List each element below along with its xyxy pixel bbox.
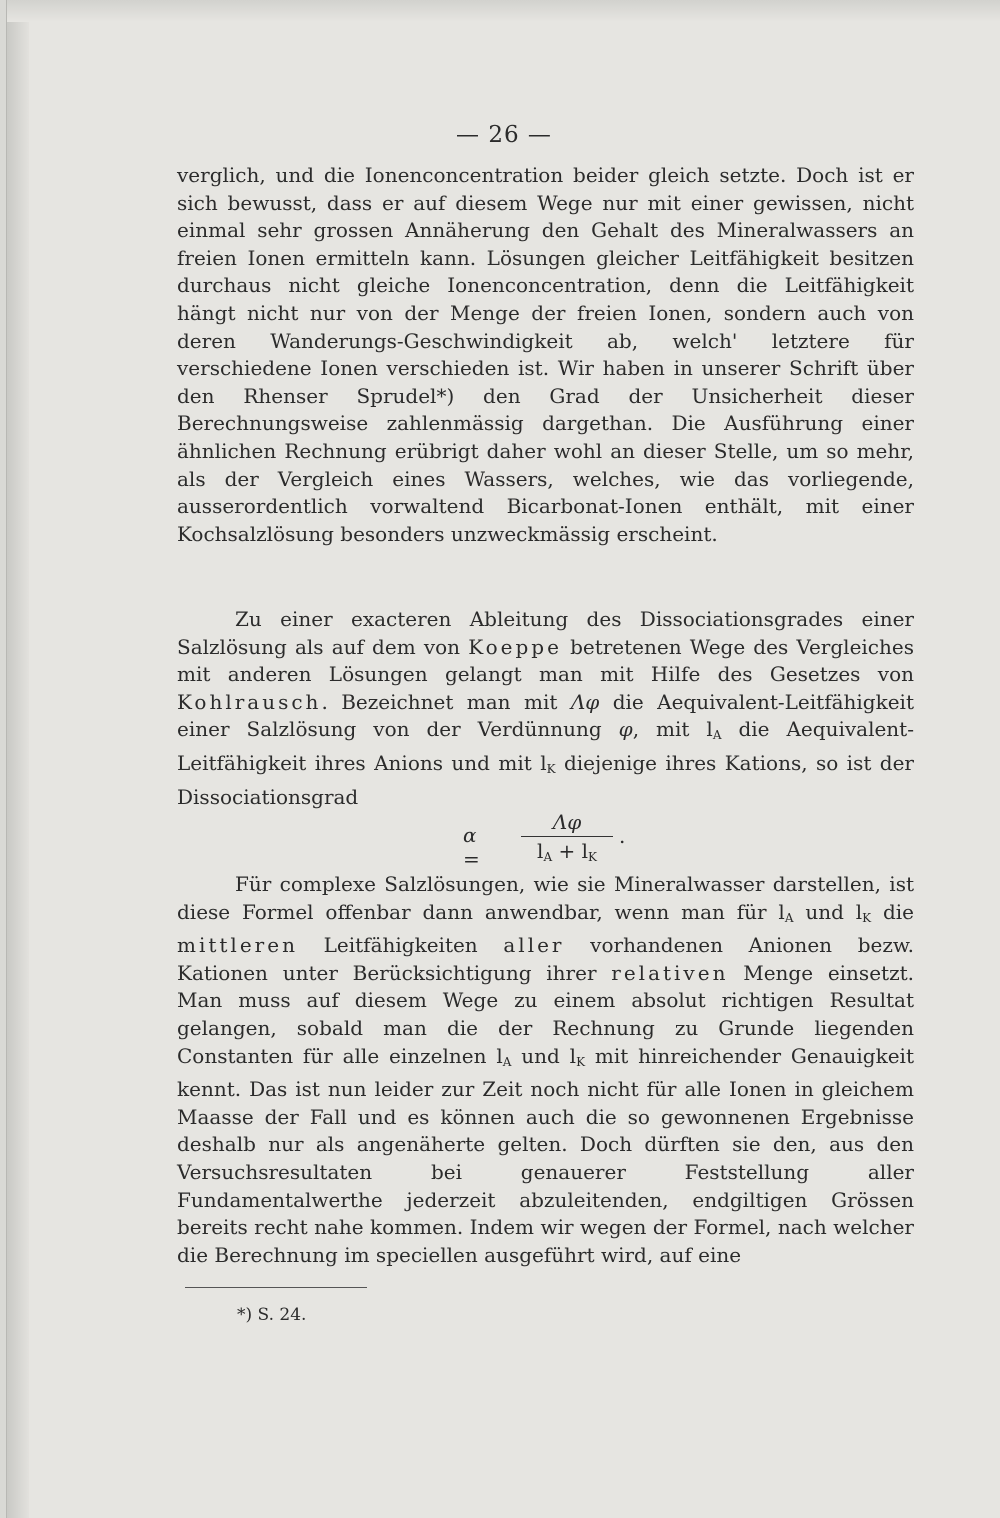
formula-end-dot: . (619, 824, 626, 848)
page-binding-edge (7, 0, 29, 1518)
book-page (6, 0, 1000, 1518)
formula-numerator: Λφ (552, 810, 582, 834)
emphasis-aller: aller (503, 933, 565, 958)
paragraph-2: Zu einer exacteren Ableitung des Dissociationsgrades einer Salzlösung als auf dem von Koeppe betretenen Wege des Vergleiches mit anderen Lösungen gelangt man mit Hilfe des Gesetzes von Kohlrausch. Bezeichnet man mit Λφ die Aequivalent-Leitfähigkeit einer Salzlösung von der Verdünnung φ, mit $l_A$ die Aequivalent-Leitfähigkeit ihres Anions und mit $l_K$ diejenige ihres Kations, so ist der Dissociationsgrad (177, 607, 914, 809)
page-top-shadow (7, 0, 1000, 22)
formula-denominator: $l_A + l_K$ (537, 839, 597, 864)
footnote-rule (185, 1287, 367, 1288)
emphasis-relativen: relativen (611, 960, 729, 985)
emphasis-mittleren: mittleren (177, 933, 298, 958)
symbol-phi: φ (618, 717, 633, 742)
symbol-l-k: $l_K$ (569, 1043, 586, 1069)
page-number: — 26 — (456, 122, 552, 148)
symbol-l-a: $l_A$ (706, 717, 722, 743)
symbol-l-k: $l_K$ (855, 899, 872, 925)
symbol-l-a: $l_A$ (778, 899, 794, 925)
footnote: *) S. 24. (237, 1305, 307, 1325)
symbol-l-a: $l_A$ (496, 1043, 512, 1069)
formula-fraction (521, 810, 613, 864)
symbol-l-k: $l_K$ (540, 750, 556, 776)
fraction-bar (521, 836, 613, 837)
paragraph-1: verglich, und die Ionenconcentration beider gleich setzte. Doch ist er sich bewusst, dass er auf diesem Wege nur mit einer gewissen, nicht einmal sehr grossen Annäherung den Gehalt des Mineralwassers an freien Ionen ermitteln kann. Lösungen gleicher Leitfähigkeit besitzen durchaus nicht gleiche Ionenconcentration, denn die Leitfähigkeit hängt nicht nur von der Menge der freien Ionen, sondern auch von deren Wanderungs-Geschwindigkeit ab, welch' letztere für verschiedene Ionen verschieden ist. Wir haben in unserer Schrift über den Rhenser Sprudel*) den Grad der Unsicherheit dieser Berechnungsweise zahlenmässig dargethan. Die Ausführung einer ähnlichen Rechnung erübrigt daher wohl an dieser Stelle, um so mehr, als der Vergleich eines Wassers, welches, wie das vorliegende, ausserordentlich vorwaltend Bicarbonat-Ionen enthält, mit einer Kochsalzlösung besonders unzweckmässig erscheint. (177, 163, 914, 546)
formula-lhs: α = (463, 823, 480, 871)
name-koeppe: Koeppe (468, 634, 562, 659)
symbol-lambda-phi: Λφ (570, 689, 600, 714)
name-kohlrausch: Kohlrausch (177, 689, 322, 714)
paragraph-3: Für complexe Salzlösungen, wie sie Mineralwasser darstellen, ist diese Formel offenbar dann anwendbar, wenn man für $l_A$ und $l_K$ die mittleren Leitfähigkeiten aller vorhandenen Anionen bezw. Kationen unter Berücksichtigung ihrer relativen Menge einsetzt. Man muss auf diesem Wege zu einem absolut richtigen Resultat gelangen, sobald man die der Rechnung zu Grunde liegenden Constanten für alle einzelnen $l_A$ und $l_K$ mit hinreichender Genauigkeit kennt. Das ist nun leider zur Zeit noch nicht für alle Ionen in gleichem Maasse der Fall und es können auch die so gewonnenen Ergebnisse deshalb nur als angenäherte gelten. Doch dürften sie den, aus den Versuchsresultaten bei genauerer Feststellung aller Fundamentalwerthe jederzeit abzuleitenden, endgiltigen Grössen bereits recht nahe kommen. Indem wir wegen der Formel, nach welcher die Berechnung im speciellen ausgeführt wird, auf eine (177, 872, 915, 1267)
